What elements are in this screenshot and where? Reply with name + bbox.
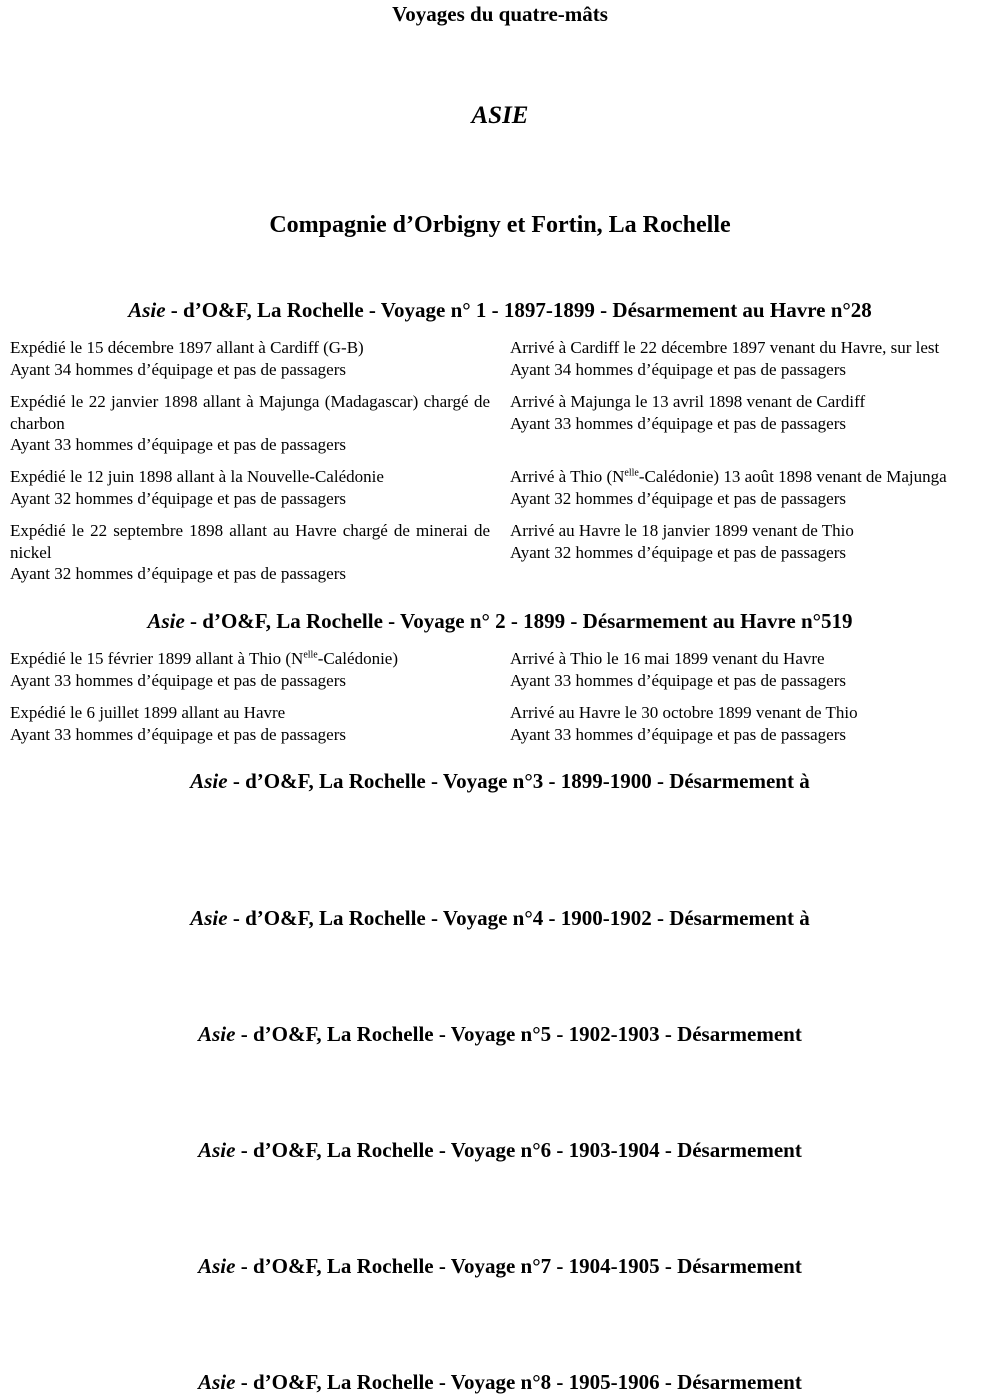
departure-line: Expédié le 22 janvier 1898 allant à Majunga (Madagascar) chargé de charbon	[10, 392, 490, 433]
departure-entry	[10, 337, 490, 380]
voyage-heading-4	[0, 906, 1000, 931]
departure-line-post: -Calédonie)	[317, 649, 398, 668]
voyage-heading-text: - d’O&F, La Rochelle - Voyage n°6 - 1903-1904 - Désarmement	[235, 1138, 802, 1162]
departure-line-sup: elle	[303, 649, 318, 661]
arrival-crew: Ayant 32 hommes d’équipage et pas de passagers	[510, 542, 846, 562]
arrival-entry	[510, 520, 995, 563]
voyage-heading-ship: Asie	[190, 906, 228, 930]
arrival-line: Arrivé à Cardiff le 22 décembre 1897 venant du Havre, sur lest	[510, 338, 940, 357]
voyage-heading-5	[0, 1022, 1000, 1047]
voyage-heading-text: - d’O&F, La Rochelle - Voyage n°5 - 1902-1903 - Désarmement	[235, 1022, 802, 1046]
departure-line: Expédié le 6 juillet 1899 allant au Havre	[10, 703, 286, 722]
page-header: Voyages du quatre-mâts	[392, 2, 608, 26]
voyage-heading-ship: Asie	[198, 1370, 236, 1394]
voyage-heading-ship: Asie	[190, 769, 228, 793]
departure-line	[10, 648, 490, 670]
voyage-heading-text: - d’O&F, La Rochelle - Voyage n°8 - 1905-1906 - Désarmement	[235, 1370, 802, 1394]
arrival-crew: Ayant 34 hommes d’équipage et pas de passagers	[510, 359, 846, 379]
departure-entry	[10, 648, 490, 691]
arrival-line-sup: elle	[624, 467, 639, 479]
voyage-heading-ship: Asie	[198, 1138, 236, 1162]
voyage-heading-text: - d’O&F, La Rochelle - Voyage n°4 - 1900-1902 - Désarmement à	[227, 906, 810, 930]
departure-crew: Ayant 32 hommes d’équipage et pas de passagers	[10, 564, 346, 583]
voyage-heading-text: - d’O&F, La Rochelle - Voyage n° 1 - 1897-1899 - Désarmement au Havre n°28	[165, 298, 872, 322]
arrival-entry	[510, 702, 995, 745]
departure-line: Expédié le 15 décembre 1897 allant à Cardiff (G-B)	[10, 338, 364, 357]
departure-crew: Ayant 33 hommes d’équipage et pas de passagers	[10, 435, 346, 454]
voyage-heading-6	[0, 1138, 1000, 1163]
arrival-line: Arrivé à Thio le 16 mai 1899 venant du Havre	[510, 649, 825, 668]
departure-crew: Ayant 33 hommes d’équipage et pas de passagers	[10, 724, 346, 744]
arrival-line-pre: Arrivé à Thio (N	[510, 467, 625, 486]
voyage-heading-3	[0, 769, 1000, 794]
departure-line-pre: Expédié le 15 février 1899 allant à Thio (N	[10, 649, 304, 668]
voyage-heading-ship: Asie	[128, 298, 166, 322]
arrival-entry	[510, 391, 995, 434]
departure-crew: Ayant 33 hommes d’équipage et pas de passagers	[10, 670, 346, 690]
voyage-heading-2	[0, 609, 1000, 634]
arrival-entry	[510, 648, 995, 691]
arrival-entry	[510, 337, 995, 380]
departure-crew: Ayant 32 hommes d’équipage et pas de passagers	[10, 488, 346, 508]
voyage-heading-text: - d’O&F, La Rochelle - Voyage n°3 - 1899-1900 - Désarmement à	[227, 769, 810, 793]
voyage-heading-7	[0, 1254, 1000, 1279]
voyage-heading-ship: Asie	[147, 609, 185, 633]
departure-crew: Ayant 34 hommes d’équipage et pas de passagers	[10, 359, 346, 379]
departure-entry	[10, 466, 490, 509]
voyage-heading-ship: Asie	[198, 1254, 236, 1278]
company-title: Compagnie d’Orbigny et Fortin, La Rochelle	[269, 212, 731, 238]
departure-entry	[10, 702, 490, 745]
departure-line: Expédié le 12 juin 1898 allant à la Nouvelle-Calédonie	[10, 467, 384, 486]
arrival-line: Arrivé au Havre le 18 janvier 1899 venant de Thio	[510, 521, 854, 540]
arrival-crew: Ayant 33 hommes d’équipage et pas de passagers	[510, 670, 846, 690]
arrival-crew: Ayant 33 hommes d’équipage et pas de passagers	[510, 413, 846, 433]
ship-title: ASIE	[471, 102, 529, 129]
arrival-line: Arrivé au Havre le 30 octobre 1899 venant de Thio	[510, 703, 858, 722]
voyage-heading-text: - d’O&F, La Rochelle - Voyage n°7 - 1904-1905 - Désarmement	[235, 1254, 802, 1278]
voyage-heading-text: - d’O&F, La Rochelle - Voyage n° 2 - 1899 - Désarmement au Havre n°519	[184, 609, 853, 633]
arrival-entry	[510, 466, 995, 509]
arrival-crew: Ayant 32 hommes d’équipage et pas de passagers	[510, 488, 846, 508]
departure-line: Expédié le 22 septembre 1898 allant au Havre chargé de minerai de nickel	[10, 521, 490, 562]
departure-entry	[10, 520, 490, 585]
arrival-line	[510, 466, 995, 488]
voyage-heading-ship: Asie	[198, 1022, 236, 1046]
voyage-heading-8	[0, 1370, 1000, 1395]
arrival-crew: Ayant 33 hommes d’équipage et pas de passagers	[510, 724, 846, 744]
voyage-heading-1	[0, 298, 1000, 323]
arrival-line: Arrivé à Majunga le 13 avril 1898 venant de Cardiff	[510, 392, 866, 411]
departure-entry	[10, 391, 490, 456]
arrival-line-post: -Calédonie) 13 août 1898 venant de Majunga	[638, 467, 947, 486]
